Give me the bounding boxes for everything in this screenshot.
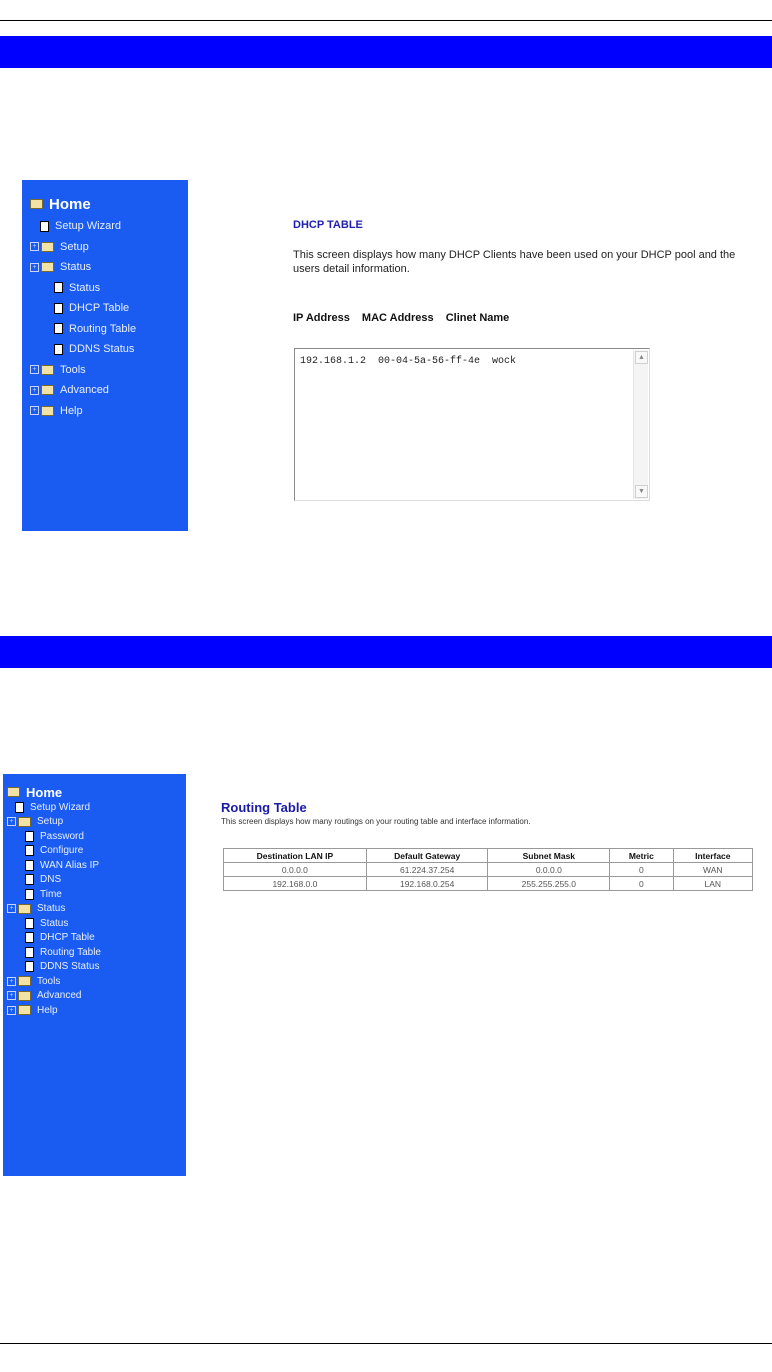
folder-icon — [41, 406, 54, 416]
sidebar-item-dns[interactable] — [7, 873, 186, 888]
expand-icon[interactable]: + — [30, 365, 39, 374]
sidebar-item-home[interactable] — [30, 192, 188, 216]
sidebar-item-label: Advanced — [37, 990, 82, 1002]
sidebar-item-label: Help — [60, 404, 83, 417]
client-name-header: Clinet Name — [445, 312, 510, 324]
expand-icon[interactable]: + — [30, 406, 39, 415]
sidebar-item-setup[interactable] — [7, 815, 186, 830]
sidebar-item-label: Home — [26, 784, 63, 800]
routing-table-title: Routing Table — [221, 800, 307, 815]
sidebar-item-time[interactable] — [7, 887, 186, 902]
dhcp-table-title: DHCP TABLE — [293, 219, 363, 231]
default-gateway-header: Default Gateway — [366, 849, 488, 863]
sidebar-item-help[interactable] — [7, 1003, 186, 1018]
table-cell: 0.0.0.0 — [224, 863, 367, 877]
sidebar-item-label: Status — [37, 903, 66, 915]
sidebar-item-status[interactable] — [7, 902, 186, 917]
section-band-middle — [0, 636, 772, 668]
sidebar-item-label: Routing Table — [69, 322, 137, 335]
sidebar-item-tools[interactable] — [7, 974, 186, 989]
metric-header: Metric — [610, 849, 673, 863]
section-band-top — [0, 36, 772, 68]
expand-icon[interactable]: + — [7, 904, 16, 913]
routing-table-header-row — [224, 849, 753, 863]
sidebar-item-setup[interactable] — [30, 237, 188, 258]
sidebar-item-tools[interactable] — [30, 360, 188, 381]
table-cell: 192.168.0.254 — [366, 877, 488, 891]
dhcp-sidebar-menu — [22, 180, 188, 531]
folder-icon — [18, 976, 31, 986]
page-icon — [25, 845, 34, 856]
table-cell: 0.0.0.0 — [488, 863, 610, 877]
sidebar-item-dhcp-table[interactable] — [7, 931, 186, 946]
page-icon — [54, 303, 63, 314]
destination-lan-ip-header: Destination LAN IP — [224, 849, 367, 863]
sidebar-item-status[interactable] — [30, 278, 188, 299]
expand-icon[interactable]: + — [7, 991, 16, 1000]
sidebar-item-advanced[interactable] — [30, 380, 188, 401]
folder-icon — [41, 242, 54, 252]
sidebar-item-password[interactable] — [7, 829, 186, 844]
sidebar-item-label: Help — [37, 1004, 58, 1016]
table-cell: 255.255.255.0 — [488, 877, 610, 891]
sidebar-item-label: Status — [69, 281, 101, 294]
page-icon — [25, 932, 34, 943]
sidebar-item-label: DHCP Table — [40, 932, 95, 944]
folder-open-icon — [30, 199, 43, 209]
top-rule — [0, 20, 772, 21]
sidebar-item-status[interactable] — [30, 257, 188, 278]
folder-icon — [18, 991, 31, 1001]
sidebar-item-label: Advanced — [60, 384, 109, 397]
sidebar-item-label: Setup Wizard — [55, 220, 122, 233]
scroll-up-icon[interactable]: ▲ — [635, 351, 648, 364]
page-icon — [25, 860, 34, 871]
expand-icon[interactable]: + — [7, 817, 16, 826]
sidebar-item-label: WAN Alias IP — [40, 859, 100, 871]
page-icon — [54, 323, 63, 334]
folder-open-icon — [7, 787, 20, 797]
interface-header: Interface — [673, 849, 752, 863]
page-icon — [25, 947, 34, 958]
page-icon — [15, 802, 24, 813]
vertical-scrollbar[interactable] — [633, 350, 648, 499]
table-row — [224, 863, 753, 877]
sidebar-item-label: Password — [40, 830, 84, 842]
sidebar-item-label: DDNS Status — [69, 343, 135, 356]
sidebar-item-label: DNS — [40, 874, 62, 886]
sidebar-item-label: Status — [40, 917, 69, 929]
sidebar-item-label: Configure — [40, 845, 84, 857]
table-cell: 0 — [610, 863, 673, 877]
page-icon — [25, 961, 34, 972]
page-icon — [54, 282, 63, 293]
sidebar-item-advanced[interactable] — [7, 989, 186, 1004]
dhcp-column-headers — [293, 312, 518, 324]
sidebar-item-configure[interactable] — [7, 844, 186, 859]
table-cell: 61.224.37.254 — [366, 863, 488, 877]
sidebar-item-label: Time — [40, 888, 62, 900]
expand-icon[interactable]: + — [7, 1006, 16, 1015]
folder-icon — [41, 365, 54, 375]
sidebar-item-label: Routing Table — [40, 946, 101, 958]
folder-icon — [41, 385, 54, 395]
page-icon — [40, 221, 49, 232]
subnet-mask-header: Subnet Mask — [488, 849, 610, 863]
folder-icon — [41, 262, 54, 272]
sidebar-item-label: Tools — [60, 363, 86, 376]
sidebar-item-home[interactable] — [7, 784, 186, 800]
routing-table-description: This screen displays how many routings on your routing table and interface information. — [221, 817, 531, 826]
sidebar-item-label: Setup — [60, 240, 89, 253]
sidebar-item-label: Setup Wizard — [30, 801, 91, 813]
sidebar-item-status[interactable] — [7, 916, 186, 931]
page-icon — [25, 874, 34, 885]
sidebar-item-setup-wizard[interactable] — [30, 216, 188, 237]
sidebar-item-routing-table[interactable] — [7, 945, 186, 960]
sidebar-item-setup-wizard[interactable] — [7, 800, 186, 815]
sidebar-item-help[interactable] — [30, 401, 188, 422]
page-icon — [54, 344, 63, 355]
folder-icon — [18, 817, 31, 827]
sidebar-item-label: DDNS Status — [40, 961, 100, 973]
expand-icon[interactable]: + — [30, 386, 39, 395]
scroll-down-icon[interactable]: ▼ — [635, 485, 648, 498]
folder-icon — [18, 904, 31, 914]
sidebar-item-label: Home — [49, 195, 91, 213]
sidebar-item-label: DHCP Table — [69, 302, 130, 315]
expand-icon[interactable]: + — [30, 242, 39, 251]
bottom-rule — [0, 1343, 772, 1344]
sidebar-item-wan-alias-ip[interactable] — [7, 858, 186, 873]
table-cell: 192.168.0.0 — [224, 877, 367, 891]
sidebar-item-ddns-status[interactable] — [7, 960, 186, 975]
expand-icon[interactable]: + — [7, 977, 16, 986]
mac-address-header: MAC Address — [361, 312, 434, 324]
table-cell: 0 — [610, 877, 673, 891]
routing-table — [223, 848, 753, 891]
sidebar-item-label: Tools — [37, 975, 61, 987]
expand-icon[interactable]: + — [30, 263, 39, 272]
dhcp-table-description: This screen displays how many DHCP Clients have been used on your DHCP pool and the users detail information. — [293, 249, 736, 275]
sidebar-item-ddns-status[interactable] — [30, 339, 188, 360]
table-cell: LAN — [673, 877, 752, 891]
page-icon — [25, 889, 34, 900]
table-row — [224, 877, 753, 891]
dhcp-client-row[interactable]: 192.168.1.2 00-04-5a-56-ff-4e wock — [300, 356, 517, 367]
sidebar-item-label: Status — [60, 261, 92, 274]
page-icon — [25, 918, 34, 929]
sidebar-item-label: Setup — [37, 816, 64, 828]
page-icon — [25, 831, 34, 842]
ip-address-header: IP Address — [293, 312, 350, 324]
routing-sidebar-menu — [3, 774, 186, 1176]
table-cell: WAN — [673, 863, 752, 877]
dhcp-client-list[interactable] — [294, 348, 650, 501]
folder-icon — [18, 1005, 31, 1015]
sidebar-item-dhcp-table[interactable] — [30, 298, 188, 319]
sidebar-item-routing-table[interactable] — [30, 319, 188, 340]
